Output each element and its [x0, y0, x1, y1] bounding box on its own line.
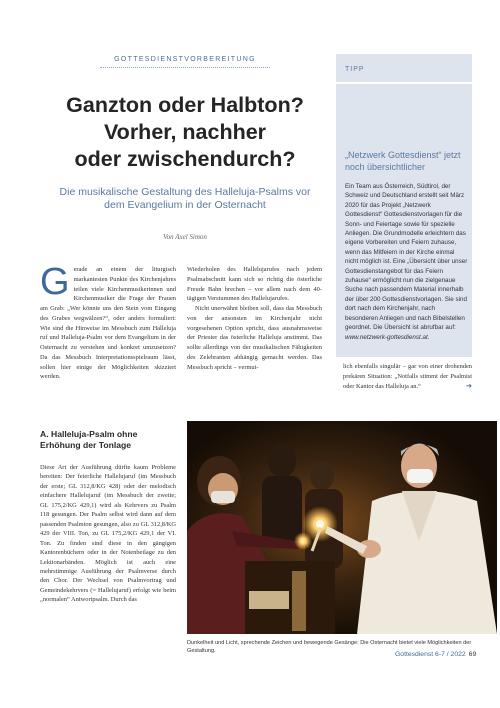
- subtitle-line-1: Die musikalische Gestaltung des Halleluja-Psalms vor: [59, 186, 311, 198]
- title-line-3: oder zwischendurch?: [74, 147, 296, 171]
- article-column-2: [187, 265, 322, 372]
- title-line-2: Vorher, nachher: [103, 120, 267, 144]
- kicker-divider: [100, 67, 270, 68]
- section-body: Diese Art der Ausführung dürfte kaum Probleme bereiten: Der feierliche Hallelujaruf (im Messbuch der erste; GL 312,8/KG 428) oder der melodisch einfachere Hallelujaruf (im Messbuch der zweite; GL 175,2/KG 429,1) wird als Kehrvers zu Psalm 118 gesungen. Der Psalm selbst wird dann auf dem passenden Psalmton gesungen, also zu GL 312,8/KG 429 der VIII. Ton, zu GL 175,2/KG 429,1 der VI. Ton. Zu finden sind diese in den gängigen Kantorenbüchern oder in der Notenbeilage zu den Lektionarbänden. Möglich ist auch eine mehrstimmige Ausführung der Psalmverse durch den Chor. Der Wechsel von Psalmvortrag und Gemeindekehrvers (= Hallelujaruf) erfolgt wie beim „normalen“ Antwortpsalm. Durch das: [40, 464, 176, 604]
- section-heading: A. Halleluja-Psalm ohne Erhöhung der Tonlage: [40, 429, 138, 450]
- article-column-3: [343, 362, 472, 391]
- title-line-1: Ganzton oder Halbton?: [66, 93, 304, 117]
- article-title: [40, 92, 330, 173]
- subtitle-line-2: dem Evangelium in der Osternacht: [104, 199, 266, 211]
- article-subtitle: [40, 186, 330, 212]
- col3-paragraph: lich ebenfalls singulär – gar von einer drohenden prekären Situation: „Notfalls stimmt der Psalmist oder Kantor das Halleluja an.“: [343, 363, 472, 390]
- author-byline: Von Axel Simon: [163, 233, 207, 241]
- article-column-1: [40, 261, 176, 382]
- photo-caption: Dunkelheit und Licht, sprechende Zeichen und bewegende Gesänge: Die Osternacht bietet viele Möglichkeiten der Gestaltung.: [187, 640, 472, 654]
- intro-paragraph: erade an einem der liturgisch markantesten Punkte des Kirchenjahres teilen viele Kirchenmusikerinnen und Kirchenmusiker die Frage der Frauen am Grab: „Wer könnte uns den Stein vom Eingang des Grabes wegwälzen?“, oder anders formuliert: Wie sind die Hinweise im Messbuch zum Halleluja ruf und Halleluja-Psalm vor dem Evangelium in der Osternacht zu verstehen und konkret umzusetzen? Da das Messbuch Interpretationsspielraum lässt, sollen hier einige der Möglichkeiten skizziert werden.: [40, 266, 176, 381]
- col2-paragraph-1: Wiederholen des Hallelujarufes nach jedem Psalmabschnitt kann sich so richtig die österliche Freude Bahn brechen – vor allem nach dem 40-tägigen Verstummen des Hallelujarufes.: [187, 266, 322, 303]
- magazine-issue: Gottesdienst 6-7 / 2022: [395, 651, 466, 658]
- tip-body: [345, 182, 469, 342]
- article-photo: [187, 421, 497, 634]
- section-kicker: GOTTESDIENSTVORBEREITUNG: [114, 56, 256, 63]
- tip-divider: [336, 82, 472, 84]
- continue-arrow-icon: ➔: [466, 381, 472, 390]
- page-number: 69: [468, 651, 477, 658]
- tip-label: TIPP: [345, 66, 365, 73]
- easter-vigil-photo: [187, 421, 497, 634]
- drop-cap: G: [40, 261, 70, 303]
- col2-paragraph-2: Nicht unerwähnt bleiben soll, dass das Messbuch von der ansonsten im Kirchenjahr nicht vorgesehenen Option spricht, dass ausnahmsweise der Priester das österliche Halleluja anstimmt. Das sollte allerdings von der musikalischen Fähigkeiten des Zelebranten abhängig gemacht werden. Das Messbuch spricht – vermut-: [187, 305, 322, 371]
- tip-box: [336, 54, 472, 357]
- tip-text: Ein Team aus Österreich, Südtirol, der Schweiz und Deutschland erstellt seit März 2020 für das Projekt „Netzwerk Gottesdienst“ Gottesdienstvorlagen für die Sonn- und Feiertage sowie für spezielle Anliegen. Die Grundmodelle erleichtern das eigene Vorbereiten und Feiern zuhause, wenn das Mitfeiern in der Kirche einmal nicht möglich ist. Eine „Übersicht über unser Gottesdienstangebot für das Feiern zuhause“ ermöglicht nun die zielgenaue Suche nach passendem Material innerhalb der über 200 Gottesdienstvorlagen. Sie sind dort nach dem Kirchenjahr, nach besonderen Anliegen und nach Bibelstellen geordnet. Die Übersicht ist abrufbar auf:: [345, 183, 468, 332]
- page-footer: [395, 651, 476, 658]
- tip-title: „Netzwerk Gottesdienst“ jetzt noch übersichtlicher: [345, 150, 461, 172]
- tip-link[interactable]: www.netzwerk-gottesdienst.at.: [345, 333, 430, 341]
